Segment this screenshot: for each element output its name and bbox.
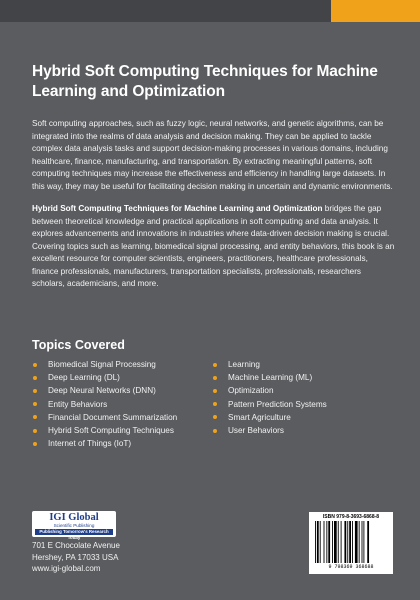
topic-label: Deep Neural Networks (DNN) xyxy=(48,386,156,396)
topic-item xyxy=(212,384,392,397)
topics-right-column xyxy=(212,358,392,450)
accent-stripe xyxy=(331,0,420,22)
address-city: Hershey, PA 17033 USA xyxy=(32,552,119,562)
bullet-icon xyxy=(33,429,37,433)
publisher-address xyxy=(32,540,120,575)
description-text: bridges the gap between theoretical knowledge and practical applications in soft computing and data analysis. It explores advancements and innovations in industries where data-driven decision making is crucial. Covering topics such as learning, biomedical signal processing, and entity behaviors, this book is an excellent resource for computer scientists, engineers, practitioners, healthcare professionals, finance professionals, manufacturers, transportation specialists, professionals, researchers scholars, academicians, and more. xyxy=(32,204,395,288)
isbn-barcode xyxy=(309,512,393,574)
bullet-icon xyxy=(213,429,217,433)
bullet-icon xyxy=(33,363,37,367)
topic-item xyxy=(32,437,212,450)
topic-label: Entity Behaviors xyxy=(48,399,108,409)
topic-item xyxy=(32,411,212,424)
topic-label: Pattern Prediction Systems xyxy=(228,399,327,409)
topics-heading: Topics Covered xyxy=(32,338,125,352)
topic-label: Machine Learning (ML) xyxy=(228,373,313,383)
topic-item xyxy=(212,411,392,424)
publisher-logo xyxy=(32,511,116,540)
description-title: Hybrid Soft Computing Techniques for Machine Learning and Optimization xyxy=(32,204,323,213)
publisher-website: www.igi-global.com xyxy=(32,564,101,573)
bullet-icon xyxy=(33,402,37,406)
topic-item xyxy=(32,384,212,397)
topic-label: Optimization xyxy=(228,386,274,396)
top-bar xyxy=(0,0,420,22)
topic-label: Hybrid Soft Computing Techniques xyxy=(48,426,174,436)
description-paragraph xyxy=(32,203,396,291)
topic-label: Biomedical Signal Processing xyxy=(48,360,156,369)
logo-subtitle: Scientific Publishing xyxy=(53,523,95,528)
topic-item xyxy=(212,424,392,437)
topic-label: Internet of Things (IoT) xyxy=(48,439,132,449)
topic-label: Deep Learning (DL) xyxy=(48,373,120,383)
bullet-icon xyxy=(33,442,37,446)
barcode-bars-icon xyxy=(315,521,387,563)
topic-item xyxy=(212,398,392,411)
topic-label: Financial Document Summarization xyxy=(48,412,178,422)
bullet-icon xyxy=(213,415,217,419)
topic-label: Learning xyxy=(228,360,260,369)
address-street: 701 E Chocolate Avenue xyxy=(32,541,120,550)
topic-label: Smart Agriculture xyxy=(228,412,291,422)
bullet-icon xyxy=(213,363,217,367)
bullet-icon xyxy=(33,415,37,419)
intro-paragraph: Soft computing approaches, such as fuzzy logic, neural networks, and genetic algorithms, can be integrated into the realms of data analysis and decision making. They can be applied to tackle complex data analysis tasks and support decision-making processes in various domains, including healthcare, finance, manufacturing, and transportation. By extracting meaningful patterns, soft computing techniques may increase the effectiveness and efficiency in handling large datasets. In this way, they may be useful for facilitating decision making in uncertain and dynamic environments. xyxy=(32,119,393,191)
logo-wordmark: IGI Global xyxy=(49,512,99,523)
topic-item xyxy=(32,424,212,437)
topics-left-column xyxy=(32,358,212,450)
topic-item xyxy=(32,398,212,411)
bullet-icon xyxy=(213,376,217,380)
topic-item xyxy=(212,358,392,371)
bullet-icon xyxy=(33,376,37,380)
isbn-number: ISBN 979-8-3693-6868-8 xyxy=(322,514,380,520)
barcode-digits: 9 798369 368688 xyxy=(328,564,374,570)
bullet-icon xyxy=(213,389,217,393)
logo-tagline: Publishing Tomorrow's Research Today xyxy=(35,529,113,535)
book-title: Hybrid Soft Computing Techniques for Machine Learning and Optimization xyxy=(32,63,378,100)
topics-list xyxy=(32,358,392,450)
bullet-icon xyxy=(213,402,217,406)
topic-item xyxy=(32,358,212,371)
topic-item xyxy=(212,371,392,384)
back-cover-content xyxy=(32,62,396,301)
bullet-icon xyxy=(33,389,37,393)
topic-label: User Behaviors xyxy=(228,426,284,436)
topic-item xyxy=(32,371,212,384)
